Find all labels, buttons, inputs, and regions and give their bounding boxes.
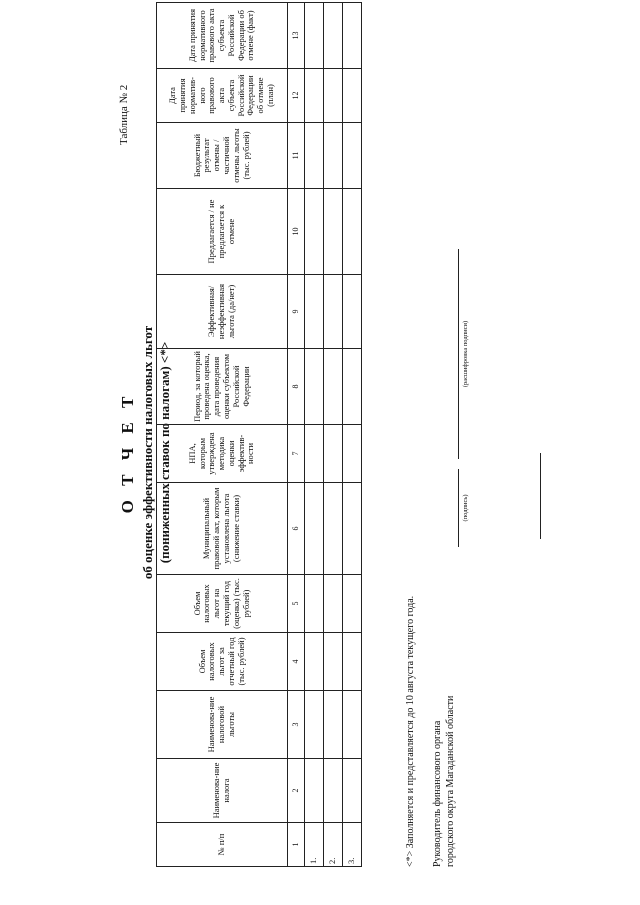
column-number: 6 [288,483,305,575]
header-cell: Дата принятия нормативного правового акта субъекта Российской Федерации об отмене (факт) [157,3,288,69]
table-cell [324,483,343,575]
table-cell [343,483,362,575]
table-cell [343,275,362,349]
table-cell [305,69,324,123]
table-cell [305,483,324,575]
column-number-row [288,3,305,867]
table-cell [324,189,343,275]
column-number: 1 [288,823,305,867]
column-number: 5 [288,575,305,633]
table-cell [305,691,324,759]
header-cell: Наименова-ние налоговой льготы [157,691,288,759]
table-cell [343,349,362,425]
header-cell: Объем налоговых льгот за отчетный год (тыс. рублей) [157,633,288,691]
table-cell [324,3,343,69]
table-cell [343,425,362,483]
table-cell [324,575,343,633]
header-cell: Муниципальный правовой акт, которым установлена льгота (снижение ставки) [157,483,288,575]
column-number: 7 [288,425,305,483]
divider [540,453,541,539]
table-cell [324,425,343,483]
table-cell [324,275,343,349]
table-cell [343,633,362,691]
table-cell [324,123,343,189]
table-cell [305,633,324,691]
signature-caption: (подпись) [462,494,469,522]
table-cell [305,759,324,823]
header-cell: Эффективная/ неэффективная льгота (да/нет) [157,275,288,349]
table-cell [324,349,343,425]
column-number: 3 [288,691,305,759]
table-cell [305,575,324,633]
column-number: 4 [288,633,305,691]
column-number: 13 [288,3,305,69]
table-cell [305,425,324,483]
table-cell [324,691,343,759]
header-cell: Объем налоговых льгот на текущий год (оценка) (тыс. рублей) [157,575,288,633]
report-subtitle: об оценке эффективности налоговых льгот [140,325,155,580]
header-cell: Период, за который проведена оценка, дата проведения оценки субъектом Российской Федерации [157,349,288,425]
header-cell: Предлагается / не предлагается к отмене [157,189,288,275]
column-number: 2 [288,759,305,823]
table-cell [343,691,362,759]
report-subtitle-note: (пониженных ставок по налогам) <*> [157,341,172,564]
header-cell: НПА, которым утверждена методика оценки эффектив-ности [157,425,288,483]
header-cell: Дата принятия норматив-ного правового акта субъекта Российской Федерации об отмене (план) [157,69,288,123]
table-cell [324,759,343,823]
footnote: <*> Заполняется и представляется до 10 августа текущего года. [405,595,416,867]
table-cell [305,275,324,349]
header-cell: Наименова-ние налога [157,759,288,823]
signer-title: Руководитель финансового органа [432,720,443,867]
signature-line [458,469,459,547]
table-cell [324,633,343,691]
table-row [343,3,362,867]
decoding-caption: (расшифровка подписи) [462,320,469,388]
signer-organization: городского округа Магаданской области [445,695,456,867]
decoding-line [458,249,459,459]
column-number: 12 [288,69,305,123]
table-cell [305,189,324,275]
report-title: О Т Ч Е Т [118,391,137,514]
table-header-row [157,3,288,867]
table-row [324,3,343,867]
column-number: 8 [288,349,305,425]
table-cell [343,123,362,189]
table-cell [305,3,324,69]
row-number: 2. [324,823,343,867]
column-number: 9 [288,275,305,349]
table-cell [343,759,362,823]
column-number: 10 [288,189,305,275]
table-cell [343,3,362,69]
table-cell [343,189,362,275]
report-table [156,2,362,867]
table-cell [305,123,324,189]
table-row [305,3,324,867]
header-cell: Бюджетный результат отмены / частичной отмены льготы (тыс. рублей) [157,123,288,189]
table-cell [305,349,324,425]
row-number: 1. [305,823,324,867]
table-cell [343,575,362,633]
column-number: 11 [288,123,305,189]
table-cell [324,69,343,123]
table-caption: Таблица № 2 [118,84,130,145]
header-cell: № п/п [157,823,288,867]
table-cell [343,69,362,123]
row-number: 3. [343,823,362,867]
